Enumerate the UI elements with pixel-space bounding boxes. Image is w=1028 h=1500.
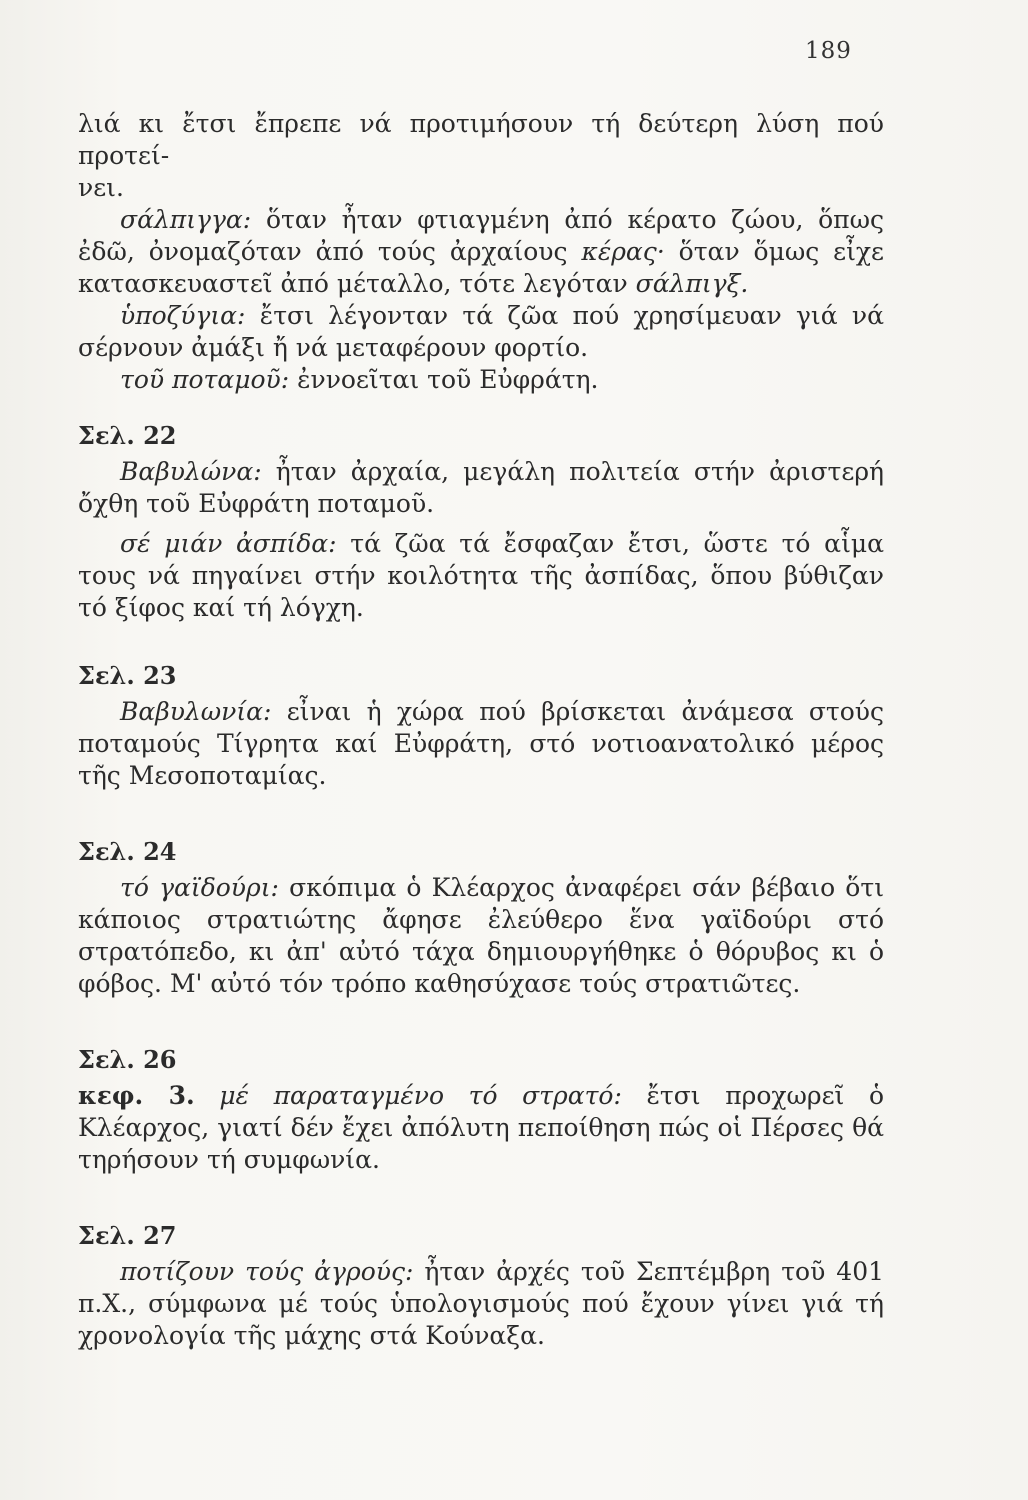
section-heading-22: Σελ. 22	[78, 421, 177, 450]
entry-salpinx	[78, 204, 884, 300]
entry-text: εἶναι ἡ χώρα πού βρίσκεται ἀνάμεσα στούς ποταμούς Τίγρητα καί Εὐφράτη, στό νοτιοανατολικό μέρος τῆς Μεσοποταμίας.	[78, 697, 884, 790]
intro-line-1: λιά κι ἔτσι ἔπρεπε νά προτιμήσουν τή δεύτερη λύση πού προτεί-	[78, 109, 884, 170]
entry-text: ὅταν ὅμως εἶχε κατασκευαστεῖ ἀπό μέταλλο, τότε λεγόταν	[78, 237, 885, 298]
entry-ypozygia	[78, 300, 884, 364]
section-heading-24: Σελ. 24	[78, 837, 177, 866]
intro-line-2: νει.	[78, 173, 124, 202]
entry-term: ὑποζύγια:	[120, 301, 246, 330]
entry-text: ἔτσι λέγονταν τά ζῶα πού χρησίμευαν γιά νά σέρνουν ἀμάξι ἤ νά μεταφέρουν φορτίο.	[78, 301, 884, 362]
entry-term: σάλπιγξ.	[635, 269, 749, 298]
entry-text: ἦταν ἀρχές τοῦ Σεπτέμβρη τοῦ 401 π.Χ., σύμφωνα μέ τούς ὑπολογισμούς πού ἔχουν γίνει γιά τή χρονολογία τῆς μάχης στά Κούναξα.	[78, 1257, 884, 1350]
entry-term: ποτίζουν τούς ἀγρούς:	[120, 1257, 414, 1286]
section-heading-26: Σελ. 26	[78, 1045, 177, 1074]
entry-babylona	[78, 456, 884, 520]
entry-aspida	[78, 528, 884, 624]
entry-text: σκόπιμα ὁ Κλέαρχος ἀναφέρει σάν βέβαιο ὅτι κάποιος στρατιώτης ἄφησε ἐλεύθερο ἕνα γαϊδούρι στό στρατόπεδο, κι ἀπ' αὐτό τάχα δημιουργήθηκε ὁ θόρυβος κι ὁ φόβος. Μ' αὐτό τόν τρόπο καθησύχασε τούς στρατιῶτες.	[78, 873, 884, 998]
entry-term: σάλπιγγα:	[120, 205, 252, 234]
section-heading-23: Σελ. 23	[78, 661, 177, 690]
entry-text: ἐννοεῖται τοῦ Εὐφράτη.	[289, 365, 599, 394]
entry-term: τοῦ ποταμοῦ:	[120, 365, 290, 394]
entry-potizoun	[78, 1256, 884, 1352]
entry-term: κέρας·	[581, 237, 665, 266]
section-heading-27: Σελ. 27	[78, 1221, 177, 1250]
entry-potamou	[78, 364, 884, 396]
entry-term: μέ παραταγμένο τό στρατό:	[194, 1081, 622, 1110]
page-content	[78, 108, 884, 1352]
entry-text: ἔτσι προχωρεῖ ὁ Κλέαρχος, γιατί δέν ἔχει ἀπόλυτη πεποίθηση πώς οἱ Πέρσες θά τηρήσουν τή συμφωνία.	[78, 1081, 885, 1174]
entry-term: τό γαϊδούρι:	[120, 873, 279, 902]
page-number: 189	[805, 38, 852, 64]
entry-term: Βαβυλώνα:	[120, 457, 262, 486]
chapter-label: κεφ. 3.	[78, 1081, 195, 1110]
entry-gaidouri	[78, 872, 884, 1000]
entry-text: ὅταν ἦταν φτιαγμένη ἀπό κέρατο ζώου, ὅπως ἐδῶ, ὀνομαζόταν ἀπό τούς ἀρχαίους	[78, 205, 884, 266]
entry-term: Βαβυλωνία:	[120, 697, 272, 726]
entry-babylonia	[78, 696, 884, 792]
entry-text: ἦταν ἀρχαία, μεγάλη πολιτεία στήν ἀριστερή ὄχθη τοῦ Εὐφράτη ποταμοῦ.	[78, 457, 884, 518]
entry-term: σέ μιάν ἀσπίδα:	[120, 529, 337, 558]
entry-text: τά ζῶα τά ἔσφαζαν ἔτσι, ὥστε τό αἷμα τους νά πηγαίνει στήν κοιλότητα τῆς ἀσπίδας, ὅπου βύθιζαν τό ξίφος καί τή λόγχη.	[78, 529, 884, 622]
intro-paragraph	[78, 108, 884, 204]
entry-paratagmeno	[78, 1080, 884, 1176]
